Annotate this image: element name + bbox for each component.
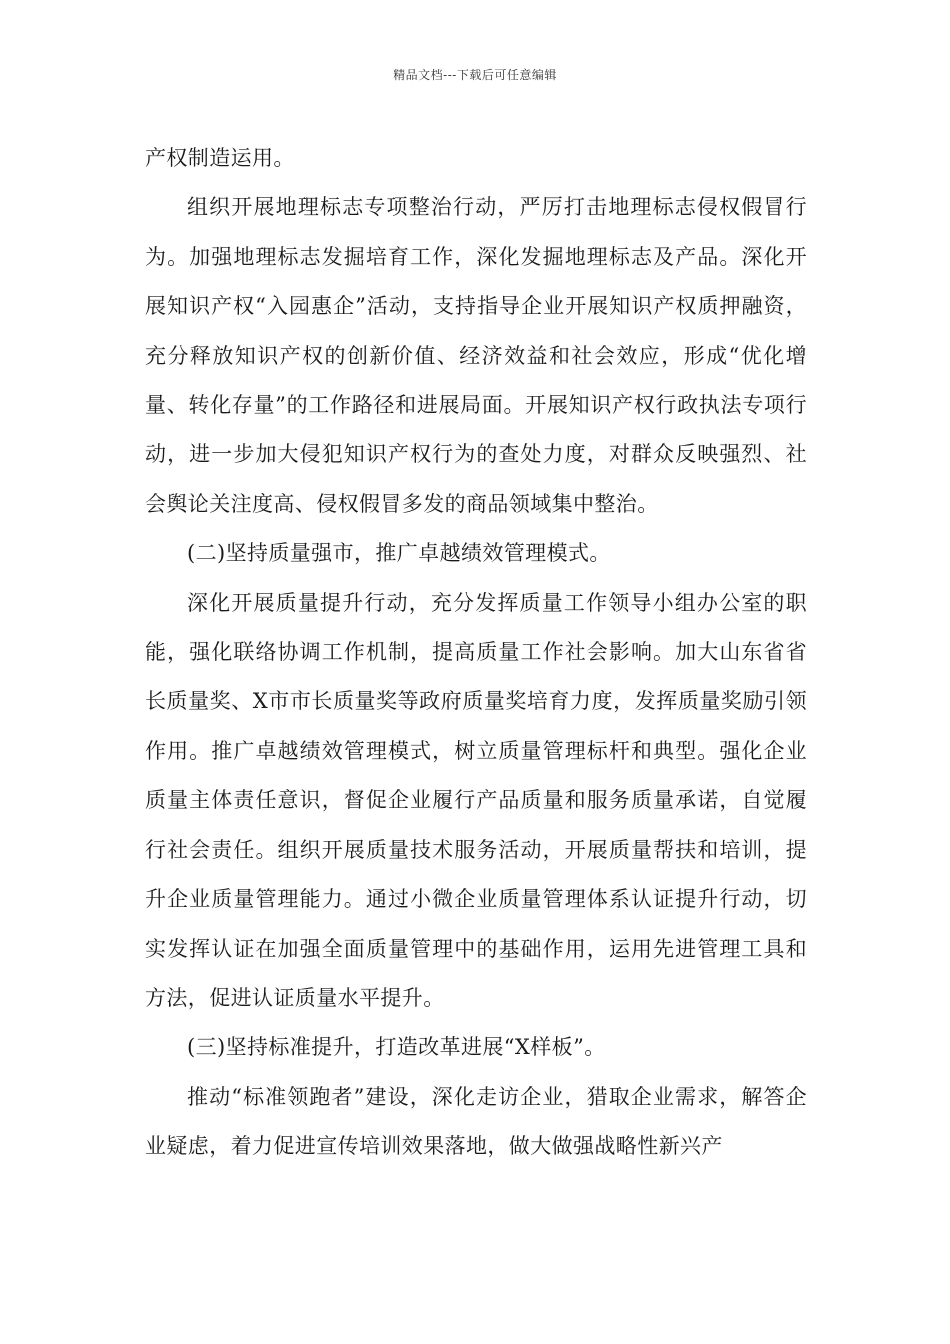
page-header: 精品文档---下载后可任意编辑 <box>393 68 557 82</box>
paragraph-geographical-indication: 组织开展地理标志专项整治行动，严厉打击地理标志侵权假冒行为。加强地理标志发掘培育工作，深化发掘地理标志及产品。深化开展知识产权“入园惠企”活动，支持指导企业开展知识产权质押融资，充分释放知识产权的创新价值、经济效益和社会效应，形成“优化增量、转化存量”的工作路径和进展局面。开展知识产权行政执法专项行动，进一步加大侵犯知识产权行为的查处力度，对群众反映强烈、社会舆论关注度高、侵权假冒多发的商品领域集中整治。 <box>145 195 807 516</box>
paragraph-continuation: 产权制造运用。 <box>145 146 295 170</box>
document-body <box>145 134 807 1172</box>
section-heading-quality: (二)坚持质量强市，推广卓越绩效管理模式。 <box>187 541 611 566</box>
section-heading-standards: (三)坚持标准提升，打造改革进展“X样板”。 <box>187 1035 606 1060</box>
paragraph-standard-leader: 推动“标准领跑者”建设，深化走访企业，猎取企业需求，解答企业疑虑，着力促进宣传培训效果落地，做大做强战略性新兴产 <box>145 1084 807 1159</box>
paragraph-quality-improvement: 深化开展质量提升行动，充分发挥质量工作领导小组办公室的职能，强化联络协调工作机制，提高质量工作社会影响。加大山东省省长质量奖、X市市长质量奖等政府质量奖培育力度，发挥质量奖励引领作用。推广卓越绩效管理模式，树立质量管理标杆和典型。强化企业质量主体责任意识，督促企业履行产品质量和服务质量承诺，自觉履行社会责任。组织开展质量技术服务活动，开展质量帮扶和培训，提升企业质量管理能力。通过小微企业质量管理体系认证提升行动，切实发挥认证在加强全面质量管理中的基础作用，运用先进管理工具和方法，促进认证质量水平提升。 <box>145 590 807 1010</box>
